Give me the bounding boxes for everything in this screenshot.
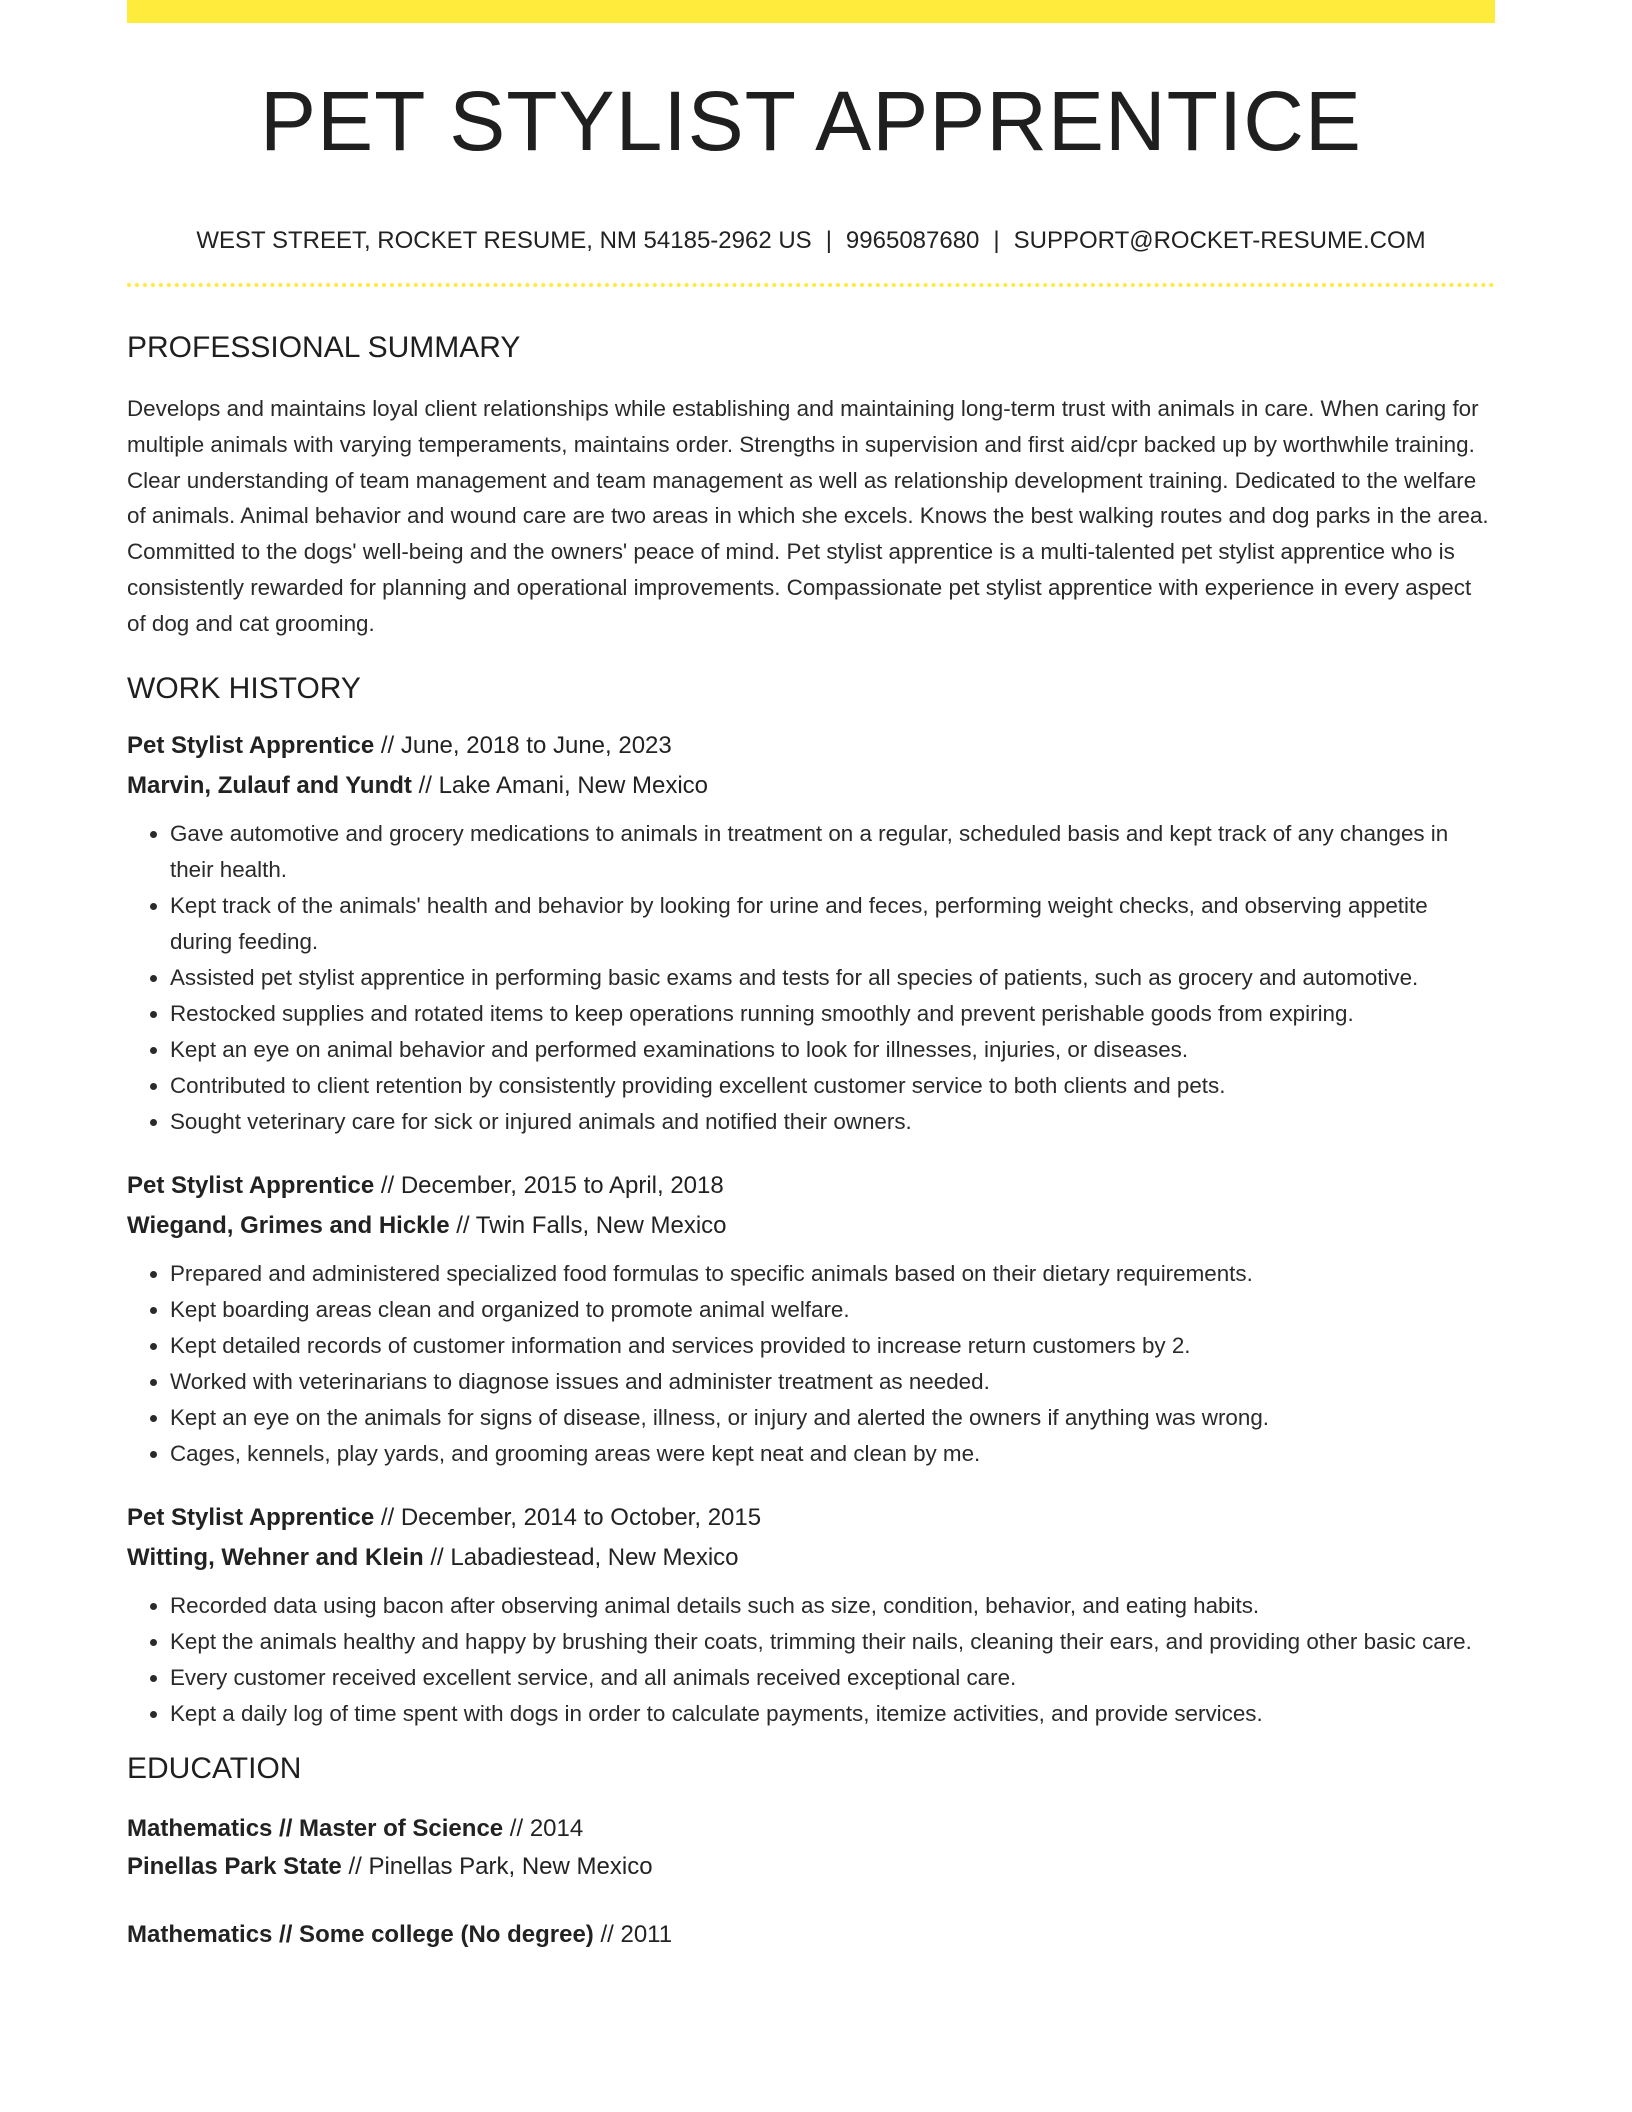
job-bullets <box>127 1256 1495 1472</box>
candidate-name: PET STYLIST APPRENTICE <box>260 74 1362 168</box>
education-degree-line <box>127 1916 1495 1954</box>
work-history-heading: WORK HISTORY <box>127 671 361 705</box>
education-location: // Pinellas Park, New Mexico <box>341 1852 653 1880</box>
contact-separator: | <box>993 227 1000 254</box>
education-entry <box>127 1916 1495 1954</box>
job-bullet: • Restocked supplies and rotated items to keep operations running smoothly and prevent perishable goods from expiring. <box>170 996 1495 1032</box>
job-location: // Labadiestead, New Mexico <box>423 1543 739 1571</box>
job-entry <box>127 1166 1495 1472</box>
job-bullet: • Kept track of the animals' health and behavior by looking for urine and feces, performing weight checks, and observing appetite during feeding. <box>170 888 1495 960</box>
job-entry <box>127 1498 1495 1732</box>
job-entry <box>127 726 1495 1140</box>
job-company-line <box>127 1538 1495 1578</box>
contact-email: SUPPORT@ROCKET-RESUME.COM <box>1013 227 1426 254</box>
job-bullet: • Gave automotive and grocery medications to animals in treatment on a regular, scheduled basis and kept track of any changes in their health. <box>170 816 1495 888</box>
job-company-line <box>127 1206 1495 1246</box>
education-school: Pinellas Park State <box>127 1852 342 1880</box>
job-location: // Twin Falls, New Mexico <box>449 1211 727 1239</box>
job-bullet: • Kept an eye on the animals for signs of disease, illness, or injury and alerted the owners if anything was wrong. <box>170 1400 1495 1436</box>
summary-text: Develops and maintains loyal client relationships while establishing and maintaining long-term trust with animals in care. When caring for multiple animals with varying temperaments, maintains order. Strengths in supervision and first aid/cpr backed up by worthwhile training. Clear understanding of team management and team management as well as relationship development training. Dedicated to the welfare of animals. Animal behavior and wound care are two areas in which she excels. Knows the best walking routes and dog parks in the area. Committed to the dogs' well-being and the owners' peace of mind. Pet stylist apprentice is a multi-talented pet stylist apprentice who is consistently rewarded for planning and operational improvements. Compassionate pet stylist apprentice with experience in every aspect of dog and cat grooming. <box>127 396 1489 636</box>
job-title-line <box>127 1166 1495 1206</box>
job-title: Pet Stylist Apprentice <box>127 731 375 759</box>
dotted-divider <box>127 283 1495 287</box>
education-degree: Mathematics // Some college (No degree) <box>127 1920 594 1948</box>
job-dates: // June, 2018 to June, 2023 <box>374 731 672 759</box>
education-entry <box>127 1810 1495 1886</box>
job-dates: // December, 2014 to October, 2015 <box>374 1503 762 1531</box>
job-bullet: • Kept an eye on animal behavior and performed examinations to look for illnesses, injuries, or diseases. <box>170 1032 1495 1068</box>
job-bullet: • Assisted pet stylist apprentice in performing basic exams and tests for all species of patients, such as grocery and automotive. <box>170 960 1495 996</box>
contact-line <box>127 227 1495 255</box>
resume-page <box>127 0 1495 1954</box>
job-dates: // December, 2015 to April, 2018 <box>374 1171 724 1199</box>
job-location: // Lake Amani, New Mexico <box>411 771 709 799</box>
job-company-line <box>127 766 1495 806</box>
job-bullet: • Recorded data using bacon after observing animal details such as size, condition, behavior, and eating habits. <box>170 1588 1495 1624</box>
summary-heading: PROFESSIONAL SUMMARY <box>127 331 521 364</box>
job-bullet: • Kept boarding areas clean and organized to promote animal welfare. <box>170 1292 1495 1328</box>
job-bullets <box>127 1588 1495 1732</box>
education-year: // 2011 <box>593 1920 673 1948</box>
job-bullet: • Kept the animals healthy and happy by brushing their coats, trimming their nails, cleaning their ears, and providing other basic care. <box>170 1624 1495 1660</box>
job-bullet: • Contributed to client retention by consistently providing excellent customer service to both clients and pets. <box>170 1068 1495 1104</box>
job-company: Wiegand, Grimes and Hickle <box>127 1211 450 1239</box>
job-bullet: • Kept a daily log of time spent with dogs in order to calculate payments, itemize activities, and provide services. <box>170 1696 1495 1732</box>
education-degree-line <box>127 1810 1495 1848</box>
job-company: Marvin, Zulauf and Yundt <box>127 771 412 799</box>
job-bullet: • Kept detailed records of customer information and services provided to increase return customers by 2. <box>170 1328 1495 1364</box>
education-year: // 2014 <box>503 1814 584 1842</box>
education-school-line <box>127 1848 1495 1886</box>
education-heading: EDUCATION <box>127 1751 302 1785</box>
job-bullets <box>127 816 1495 1140</box>
contact-separator: | <box>825 227 832 254</box>
job-bullet: • Sought veterinary care for sick or injured animals and notified their owners. <box>170 1104 1495 1140</box>
job-title: Pet Stylist Apprentice <box>127 1503 375 1531</box>
job-company: Witting, Wehner and Klein <box>127 1543 424 1571</box>
job-bullet: • Every customer received excellent service, and all animals received exceptional care. <box>170 1660 1495 1696</box>
job-title-line <box>127 1498 1495 1538</box>
job-bullet: • Prepared and administered specialized food formulas to specific animals based on their dietary requirements. <box>170 1256 1495 1292</box>
contact-phone: 9965087680 <box>845 227 980 254</box>
education-degree: Mathematics // Master of Science <box>127 1814 504 1842</box>
job-bullet: • Worked with veterinarians to diagnose issues and administer treatment as needed. <box>170 1364 1495 1400</box>
job-title: Pet Stylist Apprentice <box>127 1171 375 1199</box>
job-title-line <box>127 726 1495 766</box>
job-bullet: • Cages, kennels, play yards, and grooming areas were kept neat and clean by me. <box>170 1436 1495 1472</box>
accent-top-bar <box>127 0 1495 23</box>
contact-address: WEST STREET, ROCKET RESUME, NM 54185-2962 US <box>196 227 812 254</box>
